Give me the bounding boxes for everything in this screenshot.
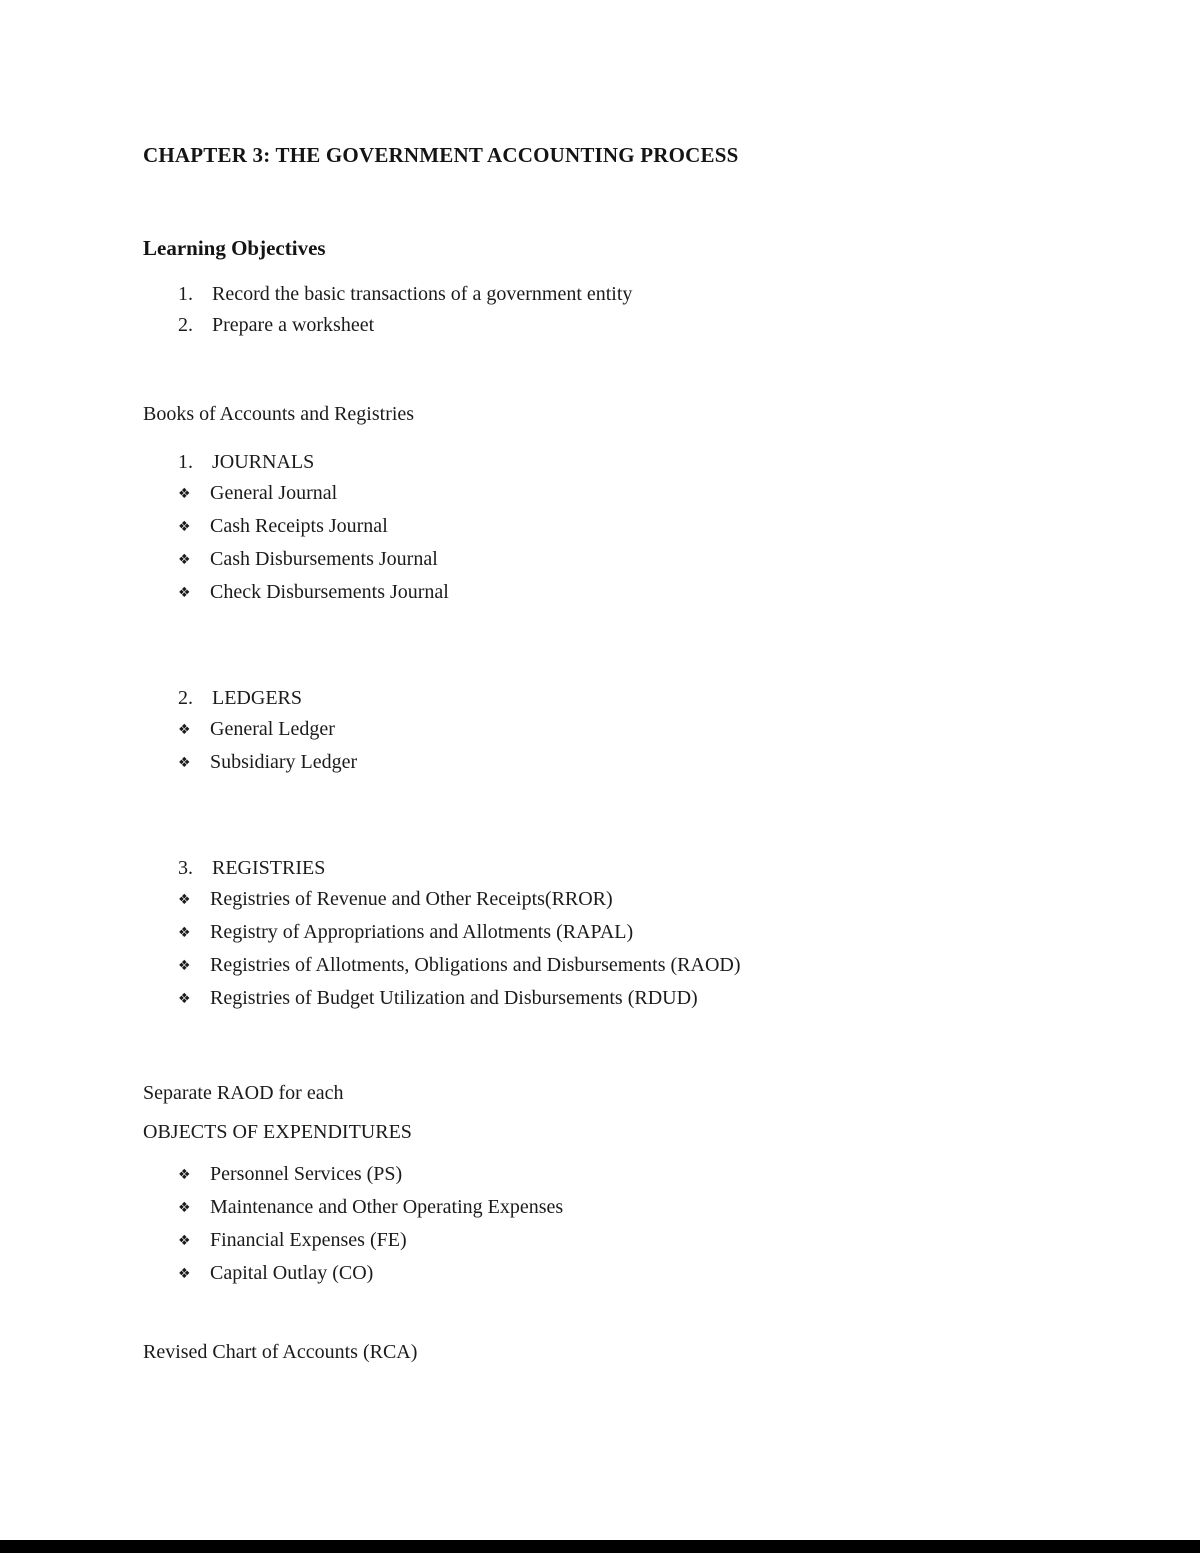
list-item-text: General Journal [210, 482, 338, 504]
learning-objectives-heading: Learning Objectives [143, 236, 326, 260]
objective-text: Prepare a worksheet [212, 314, 375, 336]
list-item-text: Cash Disbursements Journal [210, 548, 438, 570]
diamond-bullet-icon: ❖ [178, 519, 191, 535]
diamond-bullet-icon: ❖ [178, 755, 191, 771]
list-item [143, 1258, 1060, 1291]
list-item-text: Check Disbursements Journal [210, 581, 449, 603]
list-item-text: Subsidiary Ledger [210, 751, 358, 773]
list-item [143, 950, 1060, 983]
list-item [143, 577, 1060, 610]
diamond-bullet-icon: ❖ [178, 1167, 191, 1183]
objects-of-expenditures-heading: OBJECTS OF EXPENDITURES [143, 1121, 412, 1143]
list-item-text: Registries of Allotments, Obligations and Disbursements (RAOD) [210, 954, 741, 976]
objective-item [143, 310, 1060, 341]
diamond-bullet-icon: ❖ [178, 486, 191, 502]
list-item-text: Personnel Services (PS) [210, 1163, 403, 1185]
list-item [143, 478, 1060, 511]
diamond-bullet-icon: ❖ [178, 991, 191, 1007]
list-item [143, 1192, 1060, 1225]
list-number: 1. [178, 283, 193, 305]
list-item [143, 511, 1060, 544]
list-item [143, 544, 1060, 577]
list-item-text: General Ledger [210, 718, 335, 740]
list-number: 1. [178, 451, 193, 473]
list-item-text: Cash Receipts Journal [210, 515, 388, 537]
diamond-bullet-icon: ❖ [178, 892, 191, 908]
list-number: 2. [178, 314, 193, 336]
list-number: 2. [178, 687, 193, 709]
list-item [143, 714, 1060, 747]
list-number: 3. [178, 857, 193, 879]
list-item [143, 983, 1060, 1016]
group-title-registries [143, 853, 1060, 884]
diamond-bullet-icon: ❖ [178, 1266, 191, 1282]
list-item-text: Capital Outlay (CO) [210, 1262, 374, 1284]
list-item-text: Registry of Appropriations and Allotments (RAPAL) [210, 921, 634, 943]
list-item [143, 884, 1060, 917]
group-title-ledgers [143, 683, 1060, 714]
learning-objectives-list [143, 279, 1060, 341]
group-title-text: JOURNALS [212, 451, 315, 473]
bottom-divider-bar [0, 1540, 1200, 1553]
list-item-text: Financial Expenses (FE) [210, 1229, 407, 1251]
objective-text: Record the basic transactions of a government entity [212, 283, 633, 305]
list-item-text: Registries of Revenue and Other Receipts(RROR) [210, 888, 613, 910]
diamond-bullet-icon: ❖ [178, 1233, 191, 1249]
diamond-bullet-icon: ❖ [178, 722, 191, 738]
diamond-bullet-icon: ❖ [178, 552, 191, 568]
revised-chart-line: Revised Chart of Accounts (RCA) [143, 1341, 418, 1363]
list-item [143, 747, 1060, 780]
list-item [143, 1159, 1060, 1192]
list-item [143, 917, 1060, 950]
list-item-text: Maintenance and Other Operating Expenses [210, 1196, 564, 1218]
objective-item [143, 279, 1060, 310]
group-title-text: REGISTRIES [212, 857, 326, 879]
list-item-text: Registries of Budget Utilization and Disbursements (RDUD) [210, 987, 698, 1009]
chapter-title: CHAPTER 3: THE GOVERNMENT ACCOUNTING PROCESS [143, 143, 739, 167]
diamond-bullet-icon: ❖ [178, 585, 191, 601]
diamond-bullet-icon: ❖ [178, 1200, 191, 1216]
books-heading: Books of Accounts and Registries [143, 403, 415, 425]
list-item [143, 1225, 1060, 1258]
diamond-bullet-icon: ❖ [178, 958, 191, 974]
group-title-journals [143, 447, 1060, 478]
diamond-bullet-icon: ❖ [178, 925, 191, 941]
expenditures-list [143, 1159, 1060, 1291]
separate-raod-line: Separate RAOD for each [143, 1082, 344, 1104]
group-title-text: LEDGERS [212, 687, 302, 709]
